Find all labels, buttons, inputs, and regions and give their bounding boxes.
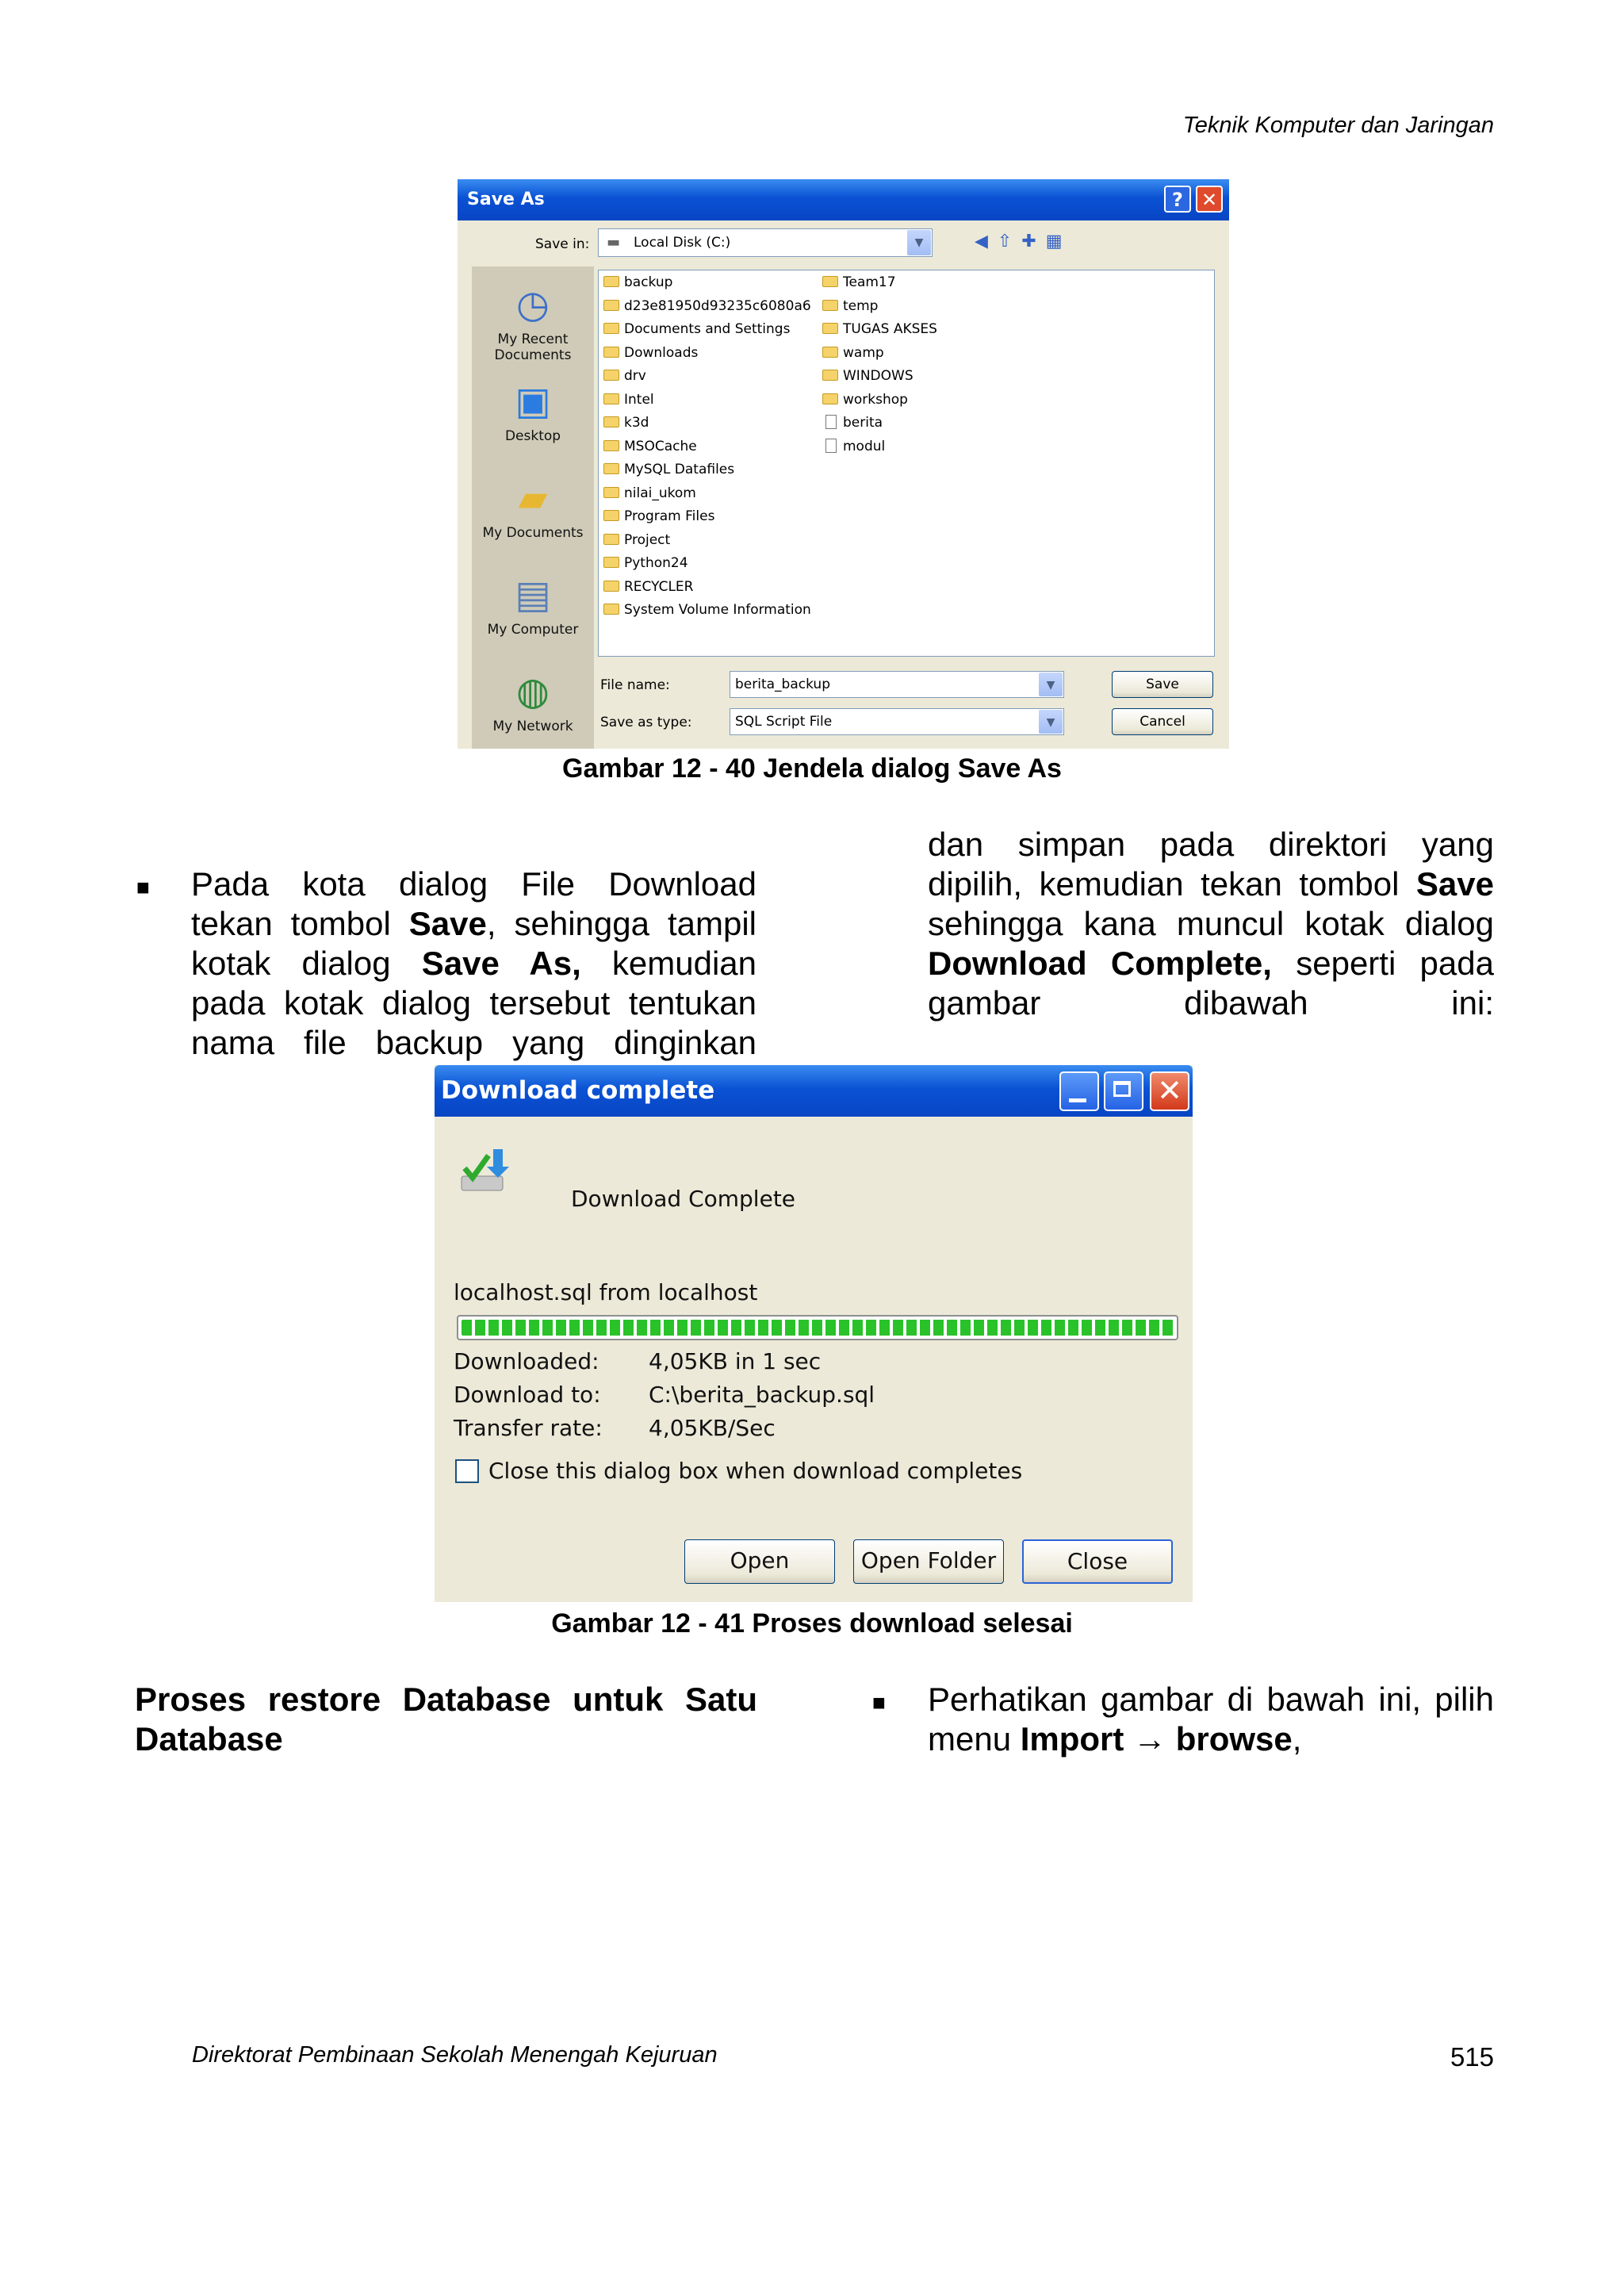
file-name: Documents and Settings [624, 321, 791, 337]
downloaded-label: Downloaded: [454, 1348, 599, 1374]
file-list-item[interactable] [603, 438, 697, 455]
paragraph-line: nama file backup yang dinginkan [191, 1024, 756, 1061]
save-type-select[interactable] [730, 708, 1064, 735]
places-bar [472, 266, 594, 749]
folder-icon [603, 604, 619, 615]
file-name: nilai_ukom [624, 485, 696, 501]
transfer-rate-value: 4,05KB/Sec [649, 1415, 776, 1441]
paragraph-line: sehingga kana muncul kotak dialog [928, 905, 1494, 942]
folder-icon [822, 300, 838, 311]
page-number: 515 [1450, 2042, 1494, 2072]
paragraph-line: kotak dialog Save As, kemudian [191, 945, 756, 982]
save-as-dialog [458, 179, 1229, 749]
save-in-label: Save in: [535, 236, 590, 252]
file-name: RECYCLER [624, 578, 694, 595]
file-name: d23e81950d93235c6080a6 [624, 297, 811, 314]
download-heading: Download Complete [571, 1186, 796, 1212]
drive-icon: ▬ [607, 234, 621, 251]
bullet-square: ■ [136, 875, 150, 899]
folder-icon [822, 370, 838, 381]
file-name: Python24 [624, 555, 688, 571]
dialog-titlebar [458, 179, 1229, 220]
figure-caption-2: Gambar 12 - 41 Proses download selesai [551, 1608, 1073, 1639]
folder-icon [603, 534, 619, 545]
paragraph-line: gambar dibawah ini: [928, 984, 1494, 1022]
close-when-done-label[interactable]: Close this dialog box when download completes [488, 1458, 1023, 1484]
file-name: WINDOWS [843, 368, 914, 384]
minimize-button[interactable] [1059, 1071, 1099, 1111]
desktop-icon: ▣ [515, 379, 551, 424]
file-name: Project [624, 531, 671, 548]
chevron-down-icon[interactable]: ▼ [1039, 673, 1063, 696]
dialog-title: Save As [467, 190, 545, 209]
download-complete-dialog [435, 1065, 1193, 1602]
file-list-item[interactable] [822, 391, 908, 408]
bold-term: Save As, [421, 945, 581, 982]
place-desktop[interactable]: ▣ Desktop [472, 379, 594, 444]
running-header: Teknik Komputer dan Jaringan [1182, 113, 1494, 138]
folder-icon [603, 581, 619, 592]
paragraph-line: Download Complete, seperti pada [928, 945, 1494, 982]
folder-icon [603, 416, 619, 427]
network-icon: ◍ [516, 669, 550, 714]
left-paragraph [191, 864, 756, 1063]
file-list-item[interactable] [603, 578, 693, 596]
folder-icon [603, 393, 619, 404]
file-list[interactable] [598, 270, 1215, 657]
folder-icon [822, 276, 838, 287]
file-list-item[interactable] [603, 367, 646, 385]
file-list-item[interactable] [603, 344, 698, 362]
folder-icon [603, 463, 619, 474]
paragraph-line: pada kotak dialog tersebut tentukan [191, 984, 756, 1022]
place-my-computer[interactable]: ▤ My Computer [472, 573, 594, 638]
file-name: Team17 [843, 274, 896, 290]
folder-icon [822, 347, 838, 358]
download-to-label: Download to: [454, 1382, 601, 1408]
save-in-value: Local Disk (C:) [634, 235, 731, 251]
maximize-button[interactable] [1104, 1071, 1143, 1111]
place-my-network[interactable]: ◍ My Network [472, 669, 594, 734]
file-name: Downloads [624, 344, 699, 361]
footer-publisher: Direktorat Pembinaan Sekolah Menengah Kejuruan [192, 2042, 718, 2068]
bullet-square: ■ [872, 1690, 886, 1715]
back-icon[interactable]: ◀ [975, 232, 998, 251]
transfer-rate-label: Transfer rate: [454, 1415, 603, 1441]
file-name-input[interactable] [730, 671, 1064, 698]
file-list-item[interactable] [603, 320, 790, 338]
dialog-titlebar [435, 1065, 1193, 1117]
view-menu-icon[interactable]: ▦ [1045, 232, 1072, 251]
download-progress-bar [457, 1315, 1178, 1340]
file-name-label: File name: [600, 677, 670, 693]
folder-icon [603, 557, 619, 568]
toolbar [975, 232, 1072, 251]
new-folder-icon[interactable]: ✚ [1021, 232, 1046, 251]
file-list-item[interactable] [603, 414, 649, 431]
file-name-value: berita_backup [735, 677, 830, 692]
file-name: System Volume Information [624, 602, 811, 618]
maximize-icon [1113, 1081, 1131, 1097]
close-when-done-checkbox[interactable] [455, 1459, 479, 1483]
place-my-documents[interactable]: ▰ My Documents [472, 476, 594, 541]
open-folder-button[interactable]: Open Folder [853, 1539, 1004, 1584]
file-list-item[interactable] [603, 601, 811, 619]
document-icon [825, 415, 837, 429]
file-list-item[interactable] [603, 485, 696, 502]
file-list-item[interactable] [822, 344, 884, 362]
file-list-item[interactable] [603, 531, 670, 549]
figure-caption-1: Gambar 12 - 40 Jendela dialog Save As [562, 753, 1062, 784]
file-list-item[interactable] [822, 274, 896, 291]
paragraph-line: dan simpan pada direktori yang [928, 826, 1494, 863]
open-button[interactable]: Open [684, 1539, 835, 1584]
file-name: wamp [843, 344, 884, 361]
file-list-item[interactable] [822, 414, 883, 431]
folder-icon [603, 510, 619, 521]
file-list-item[interactable] [603, 391, 654, 408]
file-list-item[interactable] [603, 274, 672, 291]
close-button[interactable]: ✕ [1196, 186, 1223, 213]
file-name: drv [624, 368, 646, 384]
close-button[interactable]: ✕ [1150, 1071, 1189, 1111]
progress-fill [462, 1320, 1174, 1336]
folder-icon [603, 347, 619, 358]
file-list-item[interactable] [603, 508, 714, 525]
bold-term: Save [1415, 865, 1494, 903]
folder-icon [822, 323, 838, 334]
right-bullet-text: Perhatikan gambar di bawah ini, pilih menu Import → browse, [928, 1681, 1494, 1757]
up-folder-icon[interactable]: ⇧ [997, 232, 1022, 251]
download-complete-icon [457, 1144, 512, 1200]
folder-icon [822, 393, 838, 404]
file-name: backup [624, 274, 673, 290]
file-name: Intel [624, 391, 654, 408]
save-type-value: SQL Script File [735, 714, 833, 730]
bold-term: Download Complete, [928, 945, 1272, 982]
place-my-recent-documents[interactable]: ◷ My Recent Documents [472, 282, 594, 363]
file-list-item[interactable] [822, 367, 914, 385]
file-list-item[interactable] [603, 554, 688, 572]
right-paragraph [928, 825, 1494, 1023]
help-button[interactable]: ? [1164, 186, 1191, 213]
save-button[interactable]: Save [1112, 671, 1213, 698]
document-icon [825, 439, 837, 453]
file-name: TUGAS AKSES [843, 321, 937, 337]
paragraph-line: dipilih, kemudian tekan tombol Save [928, 865, 1494, 903]
cancel-button[interactable]: Cancel [1112, 708, 1213, 735]
file-list-item[interactable] [822, 320, 937, 338]
file-name: workshop [843, 391, 908, 408]
file-list-item[interactable] [603, 297, 811, 315]
file-name: modul [843, 438, 886, 454]
folder-icon [603, 300, 619, 311]
chevron-down-icon[interactable]: ▼ [1039, 710, 1063, 734]
minimize-icon [1069, 1098, 1086, 1102]
save-in-dropdown[interactable] [598, 228, 933, 257]
section-heading: Proses restore Database untuk Satu Database [135, 1681, 757, 1757]
downloaded-value: 4,05KB in 1 sec [649, 1348, 822, 1374]
file-name: MySQL Datafiles [624, 462, 735, 477]
folder-icon [603, 487, 619, 498]
file-list-item[interactable] [822, 297, 878, 315]
download-source: localhost.sql from localhost [454, 1279, 758, 1305]
folder-icon [603, 440, 619, 451]
file-name: berita [843, 415, 883, 431]
dialog-title: Download complete [441, 1076, 715, 1105]
file-name: k3d [624, 415, 649, 431]
folder-icon [603, 323, 619, 334]
download-to-value: C:\berita_backup.sql [649, 1382, 875, 1408]
computer-icon: ▤ [515, 573, 551, 617]
bold-term: Save [408, 905, 487, 942]
folder-icon [603, 276, 619, 287]
clock-icon: ◷ [516, 282, 550, 327]
file-list-item[interactable] [822, 438, 885, 455]
paragraph-line: Pada kota dialog File Download [191, 865, 756, 903]
documents-folder-icon: ▰ [518, 476, 548, 520]
close-dialog-button[interactable]: Close [1022, 1539, 1173, 1584]
file-list-item[interactable] [603, 461, 734, 478]
paragraph-line: tekan tombol Save, sehingga tampil [191, 905, 756, 942]
chevron-down-icon[interactable]: ▼ [907, 230, 931, 255]
file-name: Program Files [624, 508, 715, 524]
folder-icon [603, 370, 619, 381]
save-type-label: Save as type: [600, 715, 692, 730]
file-name: MSOCache [624, 438, 697, 454]
file-name: temp [843, 297, 879, 314]
menu-path: Import → browse [1020, 1720, 1293, 1757]
